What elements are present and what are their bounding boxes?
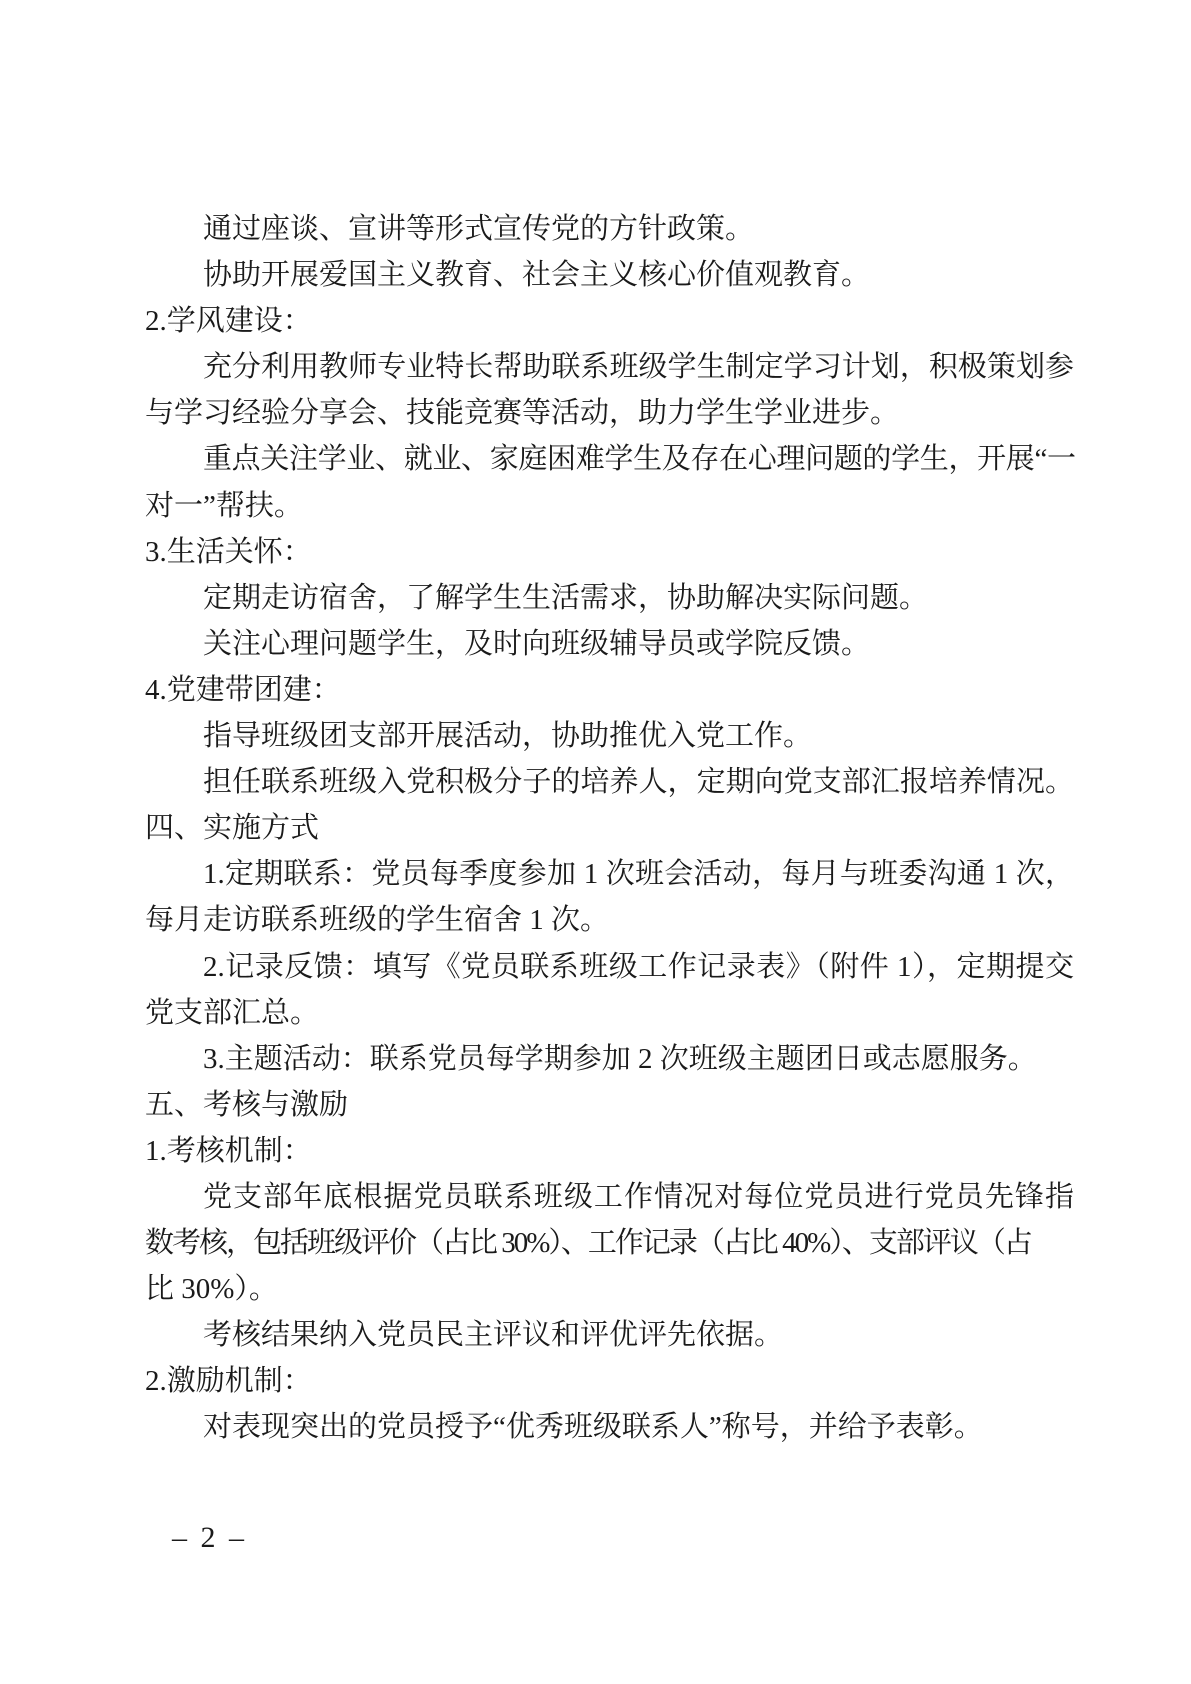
text-line: 关注心理问题学生，及时向班级辅导员或学院反馈。 xyxy=(203,627,871,660)
text-line: 党支部汇总。 xyxy=(145,996,320,1029)
text-line: 四、实施方式 xyxy=(145,812,320,845)
text-line: 2.学风建设： xyxy=(145,305,312,338)
text-line: 对一”帮扶。 xyxy=(145,489,303,522)
text-line: 充分利用教师专业特长帮助联系班级学生制定学习计划，积极策划参 xyxy=(203,351,1074,384)
text-line: 2.激励机制： xyxy=(145,1365,312,1398)
text-line: 3.主题活动：联系党员每学期参加 2 次班级主题团日或志愿服务。 xyxy=(203,1042,1037,1075)
text-line: 与学习经验分享会、技能竞赛等活动，助力学生学业进步。 xyxy=(145,397,900,430)
text-line: 通过座谈、宣讲等形式宣传党的方针政策。 xyxy=(203,213,755,245)
text-line: 指导班级团支部开展活动，协助推优入党工作。 xyxy=(203,720,813,753)
text-line: 数考核，包括班级评价（占比 30%）、工作记录（占比 40%）、支部评议（占 xyxy=(145,1227,1031,1260)
page-number: – 2 – xyxy=(172,1521,247,1554)
text-line: 4.党建带团建： xyxy=(145,673,341,706)
text-line: 考核结果纳入党员民主评议和评优评先依据。 xyxy=(203,1319,784,1352)
document-body xyxy=(145,206,1074,1451)
text-line: 1.考核机制： xyxy=(145,1134,312,1167)
text-line: 重点关注学业、就业、家庭困难学生及存在心理问题的学生，开展“一 xyxy=(203,443,1074,476)
text-line: 比 30%）。 xyxy=(145,1273,278,1306)
text-line: 定期走访宿舍，了解学生生活需求，协助解决实际问题。 xyxy=(203,581,929,614)
text-line: 五、考核与激励 xyxy=(145,1088,349,1121)
text-line: 1.定期联系：党员每季度参加 1 次班会活动，每月与班委沟通 1 次， xyxy=(203,858,1074,891)
text-line: 3.生活关怀： xyxy=(145,535,312,568)
text-line: 每月走访联系班级的学生宿舍 1 次。 xyxy=(145,904,610,937)
text-line: 协助开展爱国主义教育、社会主义核心价值观教育。 xyxy=(203,259,871,292)
text-line: 担任联系班级入党积极分子的培养人，定期向党支部汇报培养情况。 xyxy=(203,766,1074,799)
text-line: 2.记录反馈：填写《党员联系班级工作记录表》（附件 1），定期提交 xyxy=(203,950,1074,983)
text-line: 对表现突出的党员授予“优秀班级联系人”称号，并给予表彰。 xyxy=(203,1411,983,1444)
text-line: 党支部年底根据党员联系班级工作情况对每位党员进行党员先锋指 xyxy=(203,1180,1074,1213)
